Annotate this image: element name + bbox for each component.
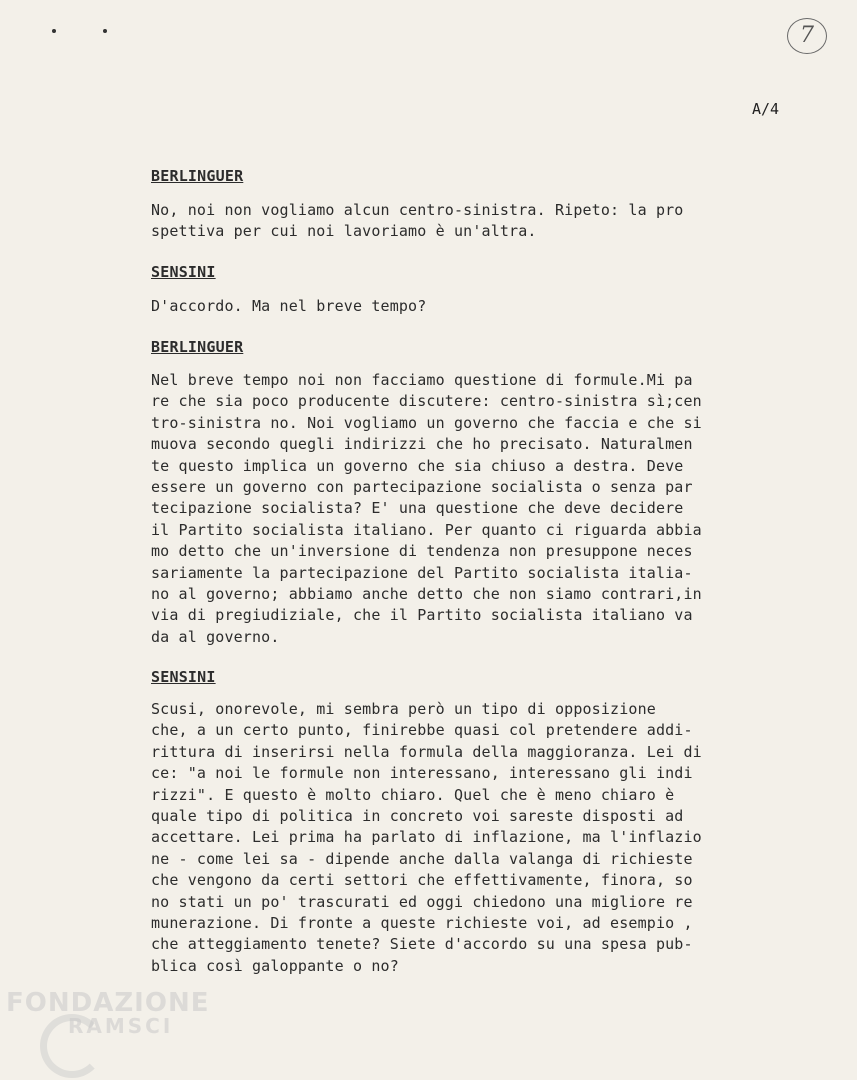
dialogue-paragraph [151, 699, 791, 977]
text-line: tro-sinistra no. Noi vogliamo un governo che faccia e che si [151, 413, 702, 432]
text-line: che atteggiamento tenete? Siete d'accordo su una spesa pub- [151, 935, 693, 954]
text-line: spettiva per cui noi lavoriamo è un'altra. [151, 222, 537, 241]
text-line: muova secondo quegli indirizzi che ho precisato. Naturalmen [151, 435, 693, 454]
watermark-line: FONDAZIONE [6, 988, 210, 1018]
text-line: da al governo. [151, 627, 280, 646]
text-line: il Partito socialista italiano. Per quanto ci riguarda abbia [151, 520, 702, 539]
text-line: Nel breve tempo noi non facciamo questione di formule.Mi pa [151, 371, 693, 389]
text-line: munerazione. Di fronte a queste richieste voi, ad esempio , [151, 914, 693, 933]
text-line: rizzi". E questo è molto chiaro. Quel che è meno chiaro è [151, 785, 675, 804]
text-line: te questo implica un governo che sia chiuso a destra. Deve [151, 456, 684, 475]
text-line: tecipazione socialista? E' una questione che deve decidere [151, 499, 684, 518]
watermark-line: RAMSCI [68, 1014, 174, 1038]
text-line: sariamente la partecipazione del Partito socialista italia- [151, 563, 693, 582]
speaker-name: BERLINGUER [151, 167, 244, 185]
text-line: rittura di inserirsi nella formula della maggioranza. Lei di [151, 742, 702, 761]
text-line: re che sia poco producente discutere: centro-sinistra sì;cen [151, 392, 702, 411]
speaker-name: SENSINI [151, 263, 216, 281]
dialogue-paragraph [151, 370, 791, 648]
text-line: via di pregiudiziale, che il Partito socialista italiano va [151, 606, 693, 625]
margin-dot [52, 29, 56, 33]
circled-page-number: 7 [787, 18, 827, 54]
text-line: D'accordo. Ma nel breve tempo? [151, 297, 427, 315]
text-line: che vengono da certi settori che effettivamente, finora, so [151, 871, 693, 890]
text-line: blica così galoppante o no? [151, 956, 399, 975]
text-line: ce: "a noi le formule non interessano, interessano gli indi [151, 764, 693, 783]
text-line: ne - come lei sa - dipende anche dalla valanga di richieste [151, 849, 693, 868]
page-code: A/4 [752, 100, 780, 118]
text-line: Scusi, onorevole, mi sembra però un tipo di opposizione [151, 700, 656, 718]
text-line: che, a un certo punto, finirebbe quasi col pretendere addi- [151, 721, 693, 740]
text-line: no al governo; abbiamo anche detto che non siamo contrari,in [151, 585, 702, 604]
speaker-name: BERLINGUER [151, 338, 244, 356]
dialogue-paragraph [151, 296, 791, 317]
text-line: no stati un po' trascurati ed oggi chiedono una migliore re [151, 892, 693, 911]
g-logo-icon [40, 1014, 104, 1078]
margin-dot [103, 29, 107, 33]
speaker-name: SENSINI [151, 668, 216, 686]
text-line: mo detto che un'inversione di tendenza non presuppone neces [151, 542, 693, 561]
text-line: quale tipo di politica in concreto voi sareste disposti ad [151, 807, 684, 826]
text-line: accettare. Lei prima ha parlato di inflazione, ma l'inflazio [151, 828, 702, 847]
archive-watermark [6, 988, 209, 1038]
text-line: essere un governo con partecipazione socialista o senza par [151, 478, 693, 497]
dialogue-paragraph [151, 200, 791, 243]
text-line: No, noi non vogliamo alcun centro-sinistra. Ripeto: la pro [151, 201, 684, 219]
